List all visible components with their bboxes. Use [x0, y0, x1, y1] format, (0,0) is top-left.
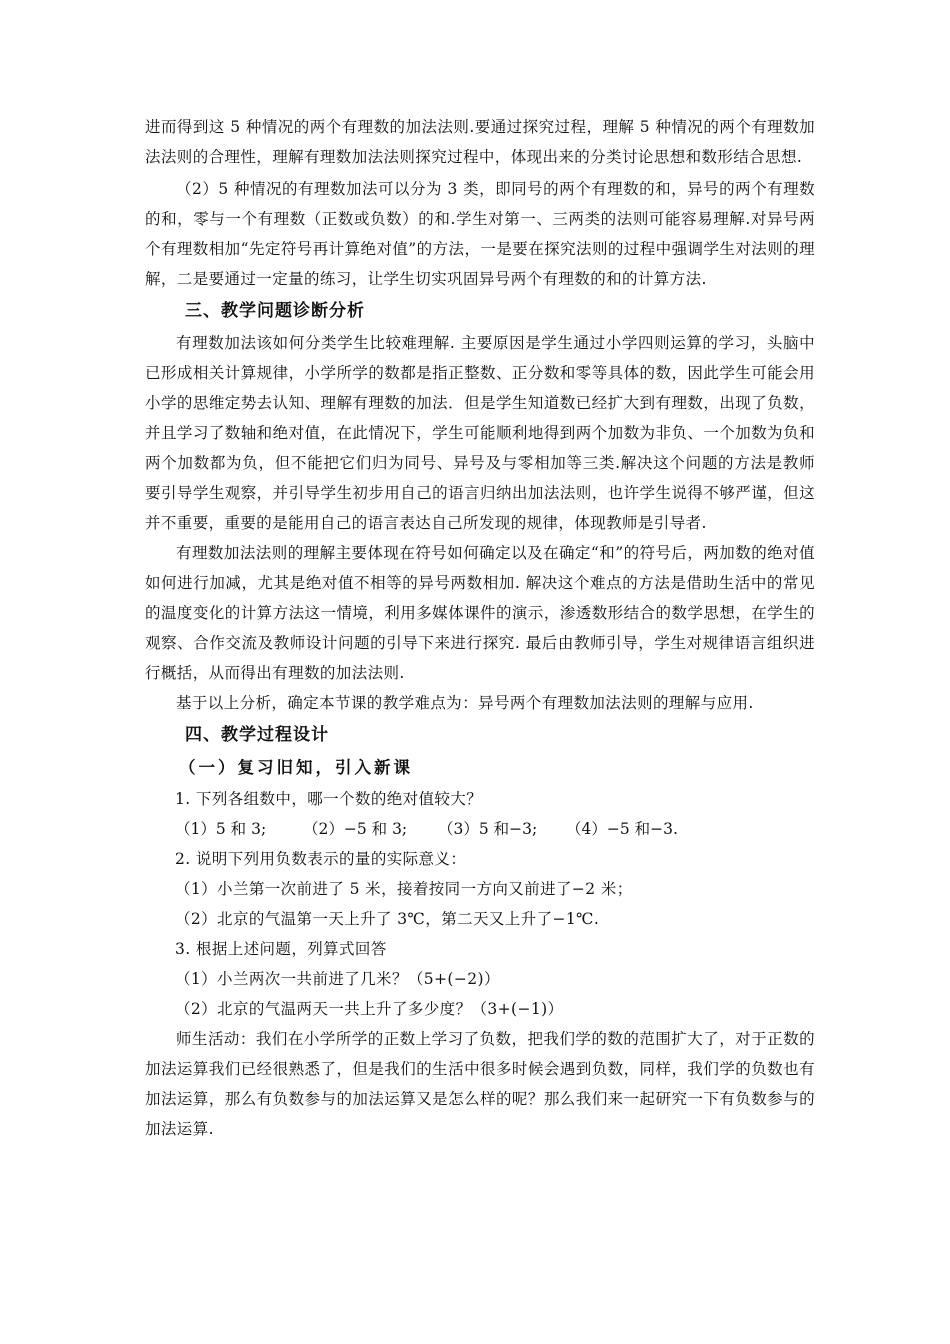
question-2: 2. 说明下列用负数表示的量的实际意义： [175, 850, 467, 868]
question-1-options [145, 814, 815, 844]
paragraph-section2-continuation: 进而得到这 5 种情况的两个有理数的加法法则.要通过探究过程，理解 5 种情况的两个有理数加法法则的合理性，理解有理数加法法则探究过程中，体现出来的分类讨论思想和数形结合思想. [145, 118, 815, 166]
section-heading-4: 四、教学过程设计 [185, 725, 329, 745]
paragraph-teacher-student-activity: 师生活动：我们在小学所学的正数上学习了负数，把我们学的数的范围扩大了，对于正数的加法运算我们已经很熟悉了，但是我们的生活中很多时候会遇到负数，同样，我们学的负数也有加法运算，那么有负数参与的加法运算又是怎么样的呢？那么我们来一起研究一下有负数参与的加法运算. [145, 1030, 815, 1138]
question-3-item-1: （1）小兰两次一共前进了几米？（5+(−2)） [175, 970, 500, 988]
paragraph-section2-point-2: （2）5 种情况的有理数加法可以分为 3 类，即同号的两个有理数的和，异号的两个有理数的和，零与一个有理数（正数或负数）的和.学生对第一、三两类的法则可能容易理解.对异号两个有理数相加“先定符号再计算绝对值”的方法，一是要在探究法则的过程中强调学生对法则的理解，二是要通过一定量的练习，让学生切实巩固异号两个有理数的和的计算方法. [145, 180, 815, 288]
document-body [145, 112, 815, 1144]
option-1: （1）5 和 3; [175, 820, 267, 838]
option-2: （2）−5 和 3; [303, 820, 408, 838]
paragraph-section3-3: 基于以上分析，确定本节课的教学难点为：异号两个有理数加法法则的理解与应用. [176, 694, 754, 712]
option-3: （3）5 和−3; [438, 820, 538, 838]
question-2-item-1: （1）小兰第一次前进了 5 米，接着按同一方向又前进了−2 米； [175, 880, 633, 898]
paragraph-section3-2: 有理数加法法则的理解主要体现在符号如何确定以及在确定“和”的符号后，两加数的绝对值如何进行加减，尤其是绝对值不相等的异号两数相加. 解决这个难点的方法是借助生活中的常见的温度变化的计算方法这一情境，利用多媒体课件的演示，渗透数形结合的数学思想，在学生的观察、合作交流及教师设计问题的引导下来进行探究. 最后由教师引导，学生对规律语言组织进行概括，从而得出有理数的加法法则. [145, 544, 815, 682]
question-3: 3. 根据上述问题，列算式回答 [175, 940, 387, 958]
option-4: （4）−5 和−3. [566, 820, 678, 838]
paragraph-section3-1: 有理数加法该如何分类学生比较难理解. 主要原因是学生通过小学四则运算的学习，头脑中已形成相关计算规律，小学所学的数都是指正整数、正分数和零等具体的数，因此学生可能会用小学的思维定势去认知、理解有理数的加法．但是学生知道数已经扩大到有理数，出现了负数，并且学习了数轴和绝对值，在此情况下，学生可能顺利地得到两个加数为非负、一个加数为负和两个加数都为负，但不能把它们归为同号、异号及与零相加等三类.解决这个问题的方法是教师要引导学生观察，并引导学生初步用自己的语言归纳出加法法则，也许学生说得不够严谨，但这并不重要，重要的是能用自己的语言表达自己所发现的规律，体现教师是引导者. [145, 334, 815, 532]
section-heading-3: 三、教学问题诊断分析 [185, 301, 365, 321]
question-3-item-2: （2）北京的气温两天一共上升了多少度？（3+(−1)） [175, 1000, 564, 1018]
subsection-heading-1: （一）复习旧知，引入新课 [179, 758, 413, 777]
question-1: 1. 下列各组数中，哪一个数的绝对值较大？ [175, 790, 483, 808]
question-2-item-2: （2）北京的气温第一天上升了 3℃，第二天又上升了−1℃. [175, 910, 600, 928]
